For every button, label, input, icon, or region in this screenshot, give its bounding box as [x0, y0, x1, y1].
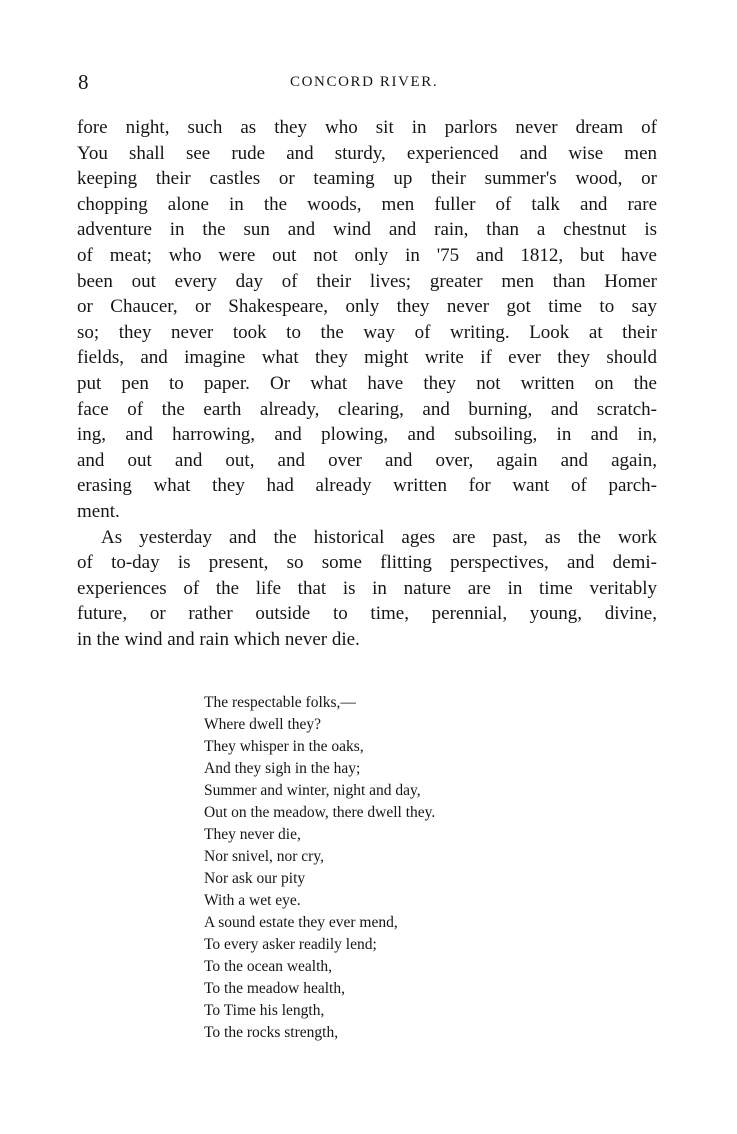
verse-line: To the rocks strength, [204, 1024, 339, 1041]
text-line: ment. [77, 500, 120, 522]
running-head: CONCORD RIVER. [290, 74, 439, 90]
verse-line: To the meadow health, [204, 980, 345, 997]
verse-line: To the ocean wealth, [204, 958, 333, 975]
verse-line: Nor snivel, nor cry, [204, 848, 324, 865]
verse-line: They never die, [204, 826, 301, 843]
verse-line: They whisper in the oaks, [204, 738, 364, 755]
verse-line: Summer and winter, night and day, [204, 782, 421, 799]
text-line: chopping alone in the woods, men fuller of talk and rare [77, 193, 657, 215]
verse-line: With a wet eye. [204, 892, 301, 909]
text-line: of to-day is present, so some flitting perspectives, and demi- [77, 552, 657, 574]
text-line: future, or rather outside to time, perennial, young, divine, [77, 603, 657, 625]
text-line: face of the earth already, clearing, and burning, and scratch- [77, 398, 657, 420]
text-line: in the wind and rain which never die. [77, 628, 360, 650]
prose-body [77, 115, 657, 652]
text-line: As yesterday and the historical ages are past, as the work [101, 526, 657, 548]
text-line: fields, and imagine what they might write if ever they should [77, 347, 657, 369]
paragraph-1 [77, 115, 657, 525]
text-line: been out every day of their lives; greater men than Homer [77, 270, 657, 292]
verse-line: Out on the meadow, there dwell they. [204, 804, 436, 821]
text-line: erasing what they had already written for want of parch- [77, 475, 657, 497]
verse-line: Nor ask our pity [204, 870, 306, 887]
text-line: fore night, such as they who sit in parlors never dream of [77, 117, 657, 138]
verse-line: The respectable folks,— [204, 694, 356, 711]
verse-line: And they sigh in the hay; [204, 760, 361, 777]
verse-line: To Time his length, [204, 1002, 325, 1019]
text-line: of meat; who were out not only in '75 and 1812, but have [77, 244, 657, 266]
text-line: ing, and harrowing, and plowing, and subsoiling, in and in, [77, 424, 657, 446]
text-line: or Chaucer, or Shakespeare, only they never got time to say [77, 296, 657, 318]
text-line: so; they never took to the way of writing. Look at their [77, 321, 657, 343]
text-line: You shall see rude and sturdy, experienced and wise men [77, 142, 657, 164]
text-line: experiences of the life that is in nature are in time veritably [77, 577, 657, 599]
text-line: and out and out, and over and over, again and again, [77, 449, 657, 471]
paragraph-2 [77, 525, 657, 653]
text-line: keeping their castles or teaming up their summer's wood, or [77, 168, 657, 190]
verse-line: Where dwell they? [204, 716, 322, 733]
text-line: adventure in the sun and wind and rain, than a chestnut is [77, 219, 657, 241]
poem [204, 692, 435, 1044]
verse-line: To every asker readily lend; [204, 936, 377, 953]
text-line: put pen to paper. Or what have they not written on the [77, 372, 657, 394]
verse-line: A sound estate they ever mend, [204, 914, 398, 931]
page-number: 8 [78, 70, 89, 94]
